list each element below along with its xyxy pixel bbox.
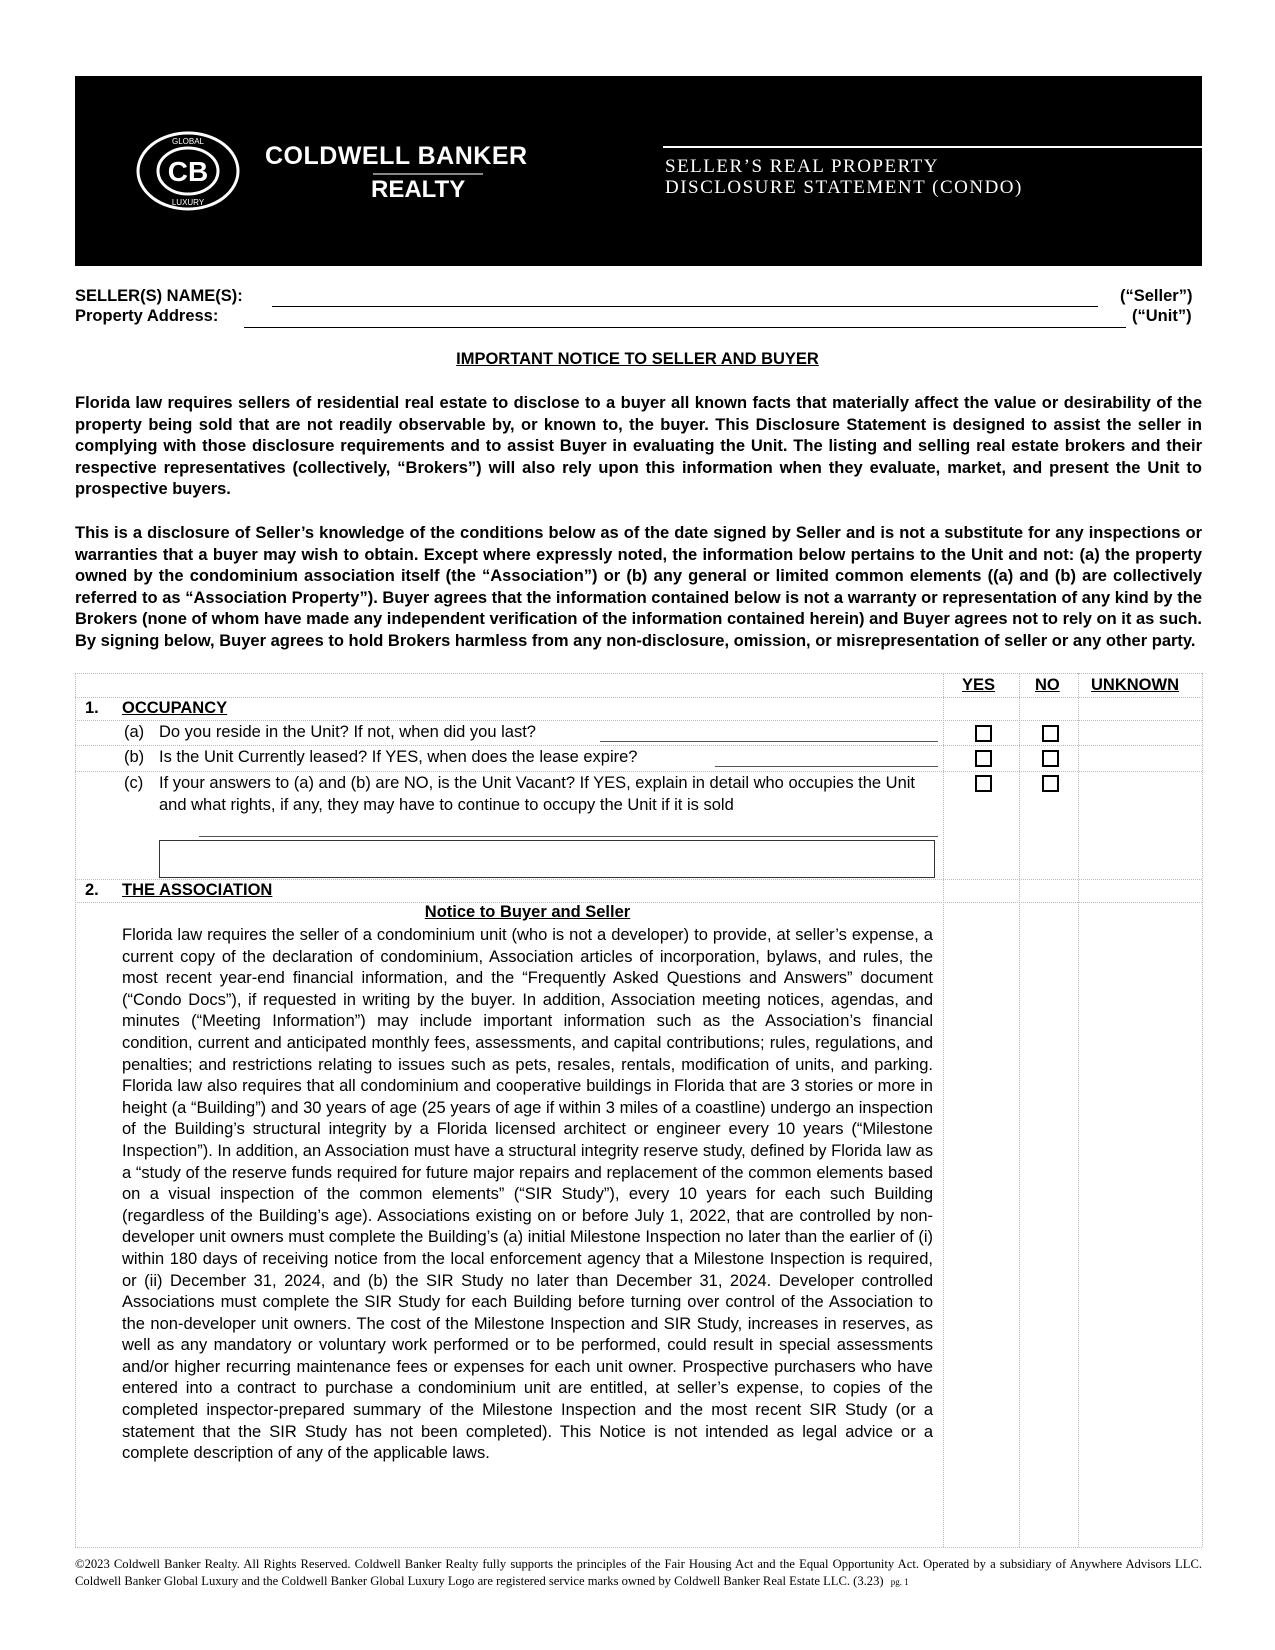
question-label-c: (c) xyxy=(124,774,144,792)
seller-suffix: (“Seller”) xyxy=(1120,287,1193,305)
svg-text:LUXURY: LUXURY xyxy=(171,198,205,207)
question-b-text: Is the Unit Currently leased? If YES, when does the lease expire? xyxy=(159,748,638,766)
notice-title: IMPORTANT NOTICE TO SELLER AND BUYER xyxy=(456,350,819,368)
document-title-line2: DISCLOSURE STATEMENT (CONDO) xyxy=(665,177,1023,198)
brand-subname: REALTY xyxy=(371,176,466,203)
document-title-line1: SELLER’S REAL PROPERTY xyxy=(665,156,939,177)
property-address-label: Property Address: xyxy=(75,307,219,325)
coldwell-banker-global-luxury-logo xyxy=(135,131,241,211)
question-b-yes-checkbox[interactable] xyxy=(975,750,992,767)
intro-paragraph: Florida law requires sellers of residential real estate to disclose to a buyer all known facts that materially affect the value or desirability of the property being sold that are not readily observable by, or known to, the buyer. This Disclosure Statement is designed to assist the seller in complying with those disclosure requirements and to assist Buyer in evaluating the Unit. The listing and selling real estate brokers and their respective representatives (collectively, “Brokers”) will also rely upon this information when they evaluate, market, and present the Unit to prospective buyers. xyxy=(75,394,1202,499)
notice-heading: Notice to Buyer and Seller xyxy=(424,903,631,921)
question-a-text: Do you reside in the Unit? If not, when did you last? xyxy=(159,723,536,741)
brand-name: COLDWELL BANKER xyxy=(265,142,528,170)
question-c-yes-checkbox[interactable] xyxy=(975,775,992,792)
column-header-unknown: UNKNOWN xyxy=(1091,676,1179,694)
svg-text:GLOBAL: GLOBAL xyxy=(171,137,205,146)
section-number: 2. xyxy=(85,881,99,899)
header-banner xyxy=(75,76,1202,266)
last-resided-field[interactable] xyxy=(600,741,938,742)
brand-divider xyxy=(373,173,483,175)
lease-expire-field[interactable] xyxy=(715,766,938,767)
vacant-explanation-line[interactable] xyxy=(199,836,938,837)
footer xyxy=(75,1556,1202,1591)
question-c-no-checkbox[interactable] xyxy=(1042,775,1059,792)
page-number: pg. 1 xyxy=(890,1577,909,1587)
question-c-text: If your answers to (a) and (b) are NO, is the Unit Vacant? If YES, explain in detail who occupies the Unit and what rights, if any, they may have to continue to occupy the Unit if it is sold xyxy=(159,774,916,814)
section-number: 1. xyxy=(85,699,99,717)
address-suffix: (“Unit”) xyxy=(1132,307,1192,325)
question-label-a: (a) xyxy=(124,723,145,741)
question-b-no-checkbox[interactable] xyxy=(1042,750,1059,767)
section-title-occupancy: OCCUPANCY xyxy=(122,699,228,717)
footer-copyright: ©2023 Coldwell Banker Realty. All Rights Reserved. Coldwell Banker Realty fully supports the principles of the Fair Housing Act and the Equal Opportunity Act. Operated by a subsidiary of Anywhere Advisors LLC. Coldwell Banker Global Luxury and the Coldwell Banker Global Luxury Logo are registered service marks owned by Coldwell Banker Real Estate LLC. (3.23) xyxy=(75,1557,1202,1588)
vacant-explanation-box[interactable] xyxy=(159,840,935,878)
seller-name-field[interactable] xyxy=(272,288,1098,307)
question-a-yes-checkbox[interactable] xyxy=(975,725,992,742)
question-label-b: (b) xyxy=(124,748,145,766)
disclosure-paragraph: This is a disclosure of Seller’s knowledge of the conditions below as of the date signed by Seller and is not a substitute for any inspections or warranties that a buyer may wish to obtain. Except where expressly noted, the information below pertains to the Unit and not: (a) the property owned by the condominium association itself (the “Association”) or (b) any general or limited common elements ((a) and (b) are collectively referred to as “Association Property”). Buyer agrees that the information contained below is not a warranty or representation of any kind by the Brokers (none of whom have made any independent verification of the information contained herein) and Buyer agrees not to rely on it as such. By signing below, Buyer agrees to hold Brokers harmless from any non-disclosure, omission, or misrepresentation of seller or any other party. xyxy=(75,524,1202,650)
section-title-association: THE ASSOCIATION xyxy=(122,881,273,899)
question-a-no-checkbox[interactable] xyxy=(1042,725,1059,742)
association-notice-text: Florida law requires the seller of a condominium unit (who is not a developer) to provide, at seller’s expense, a current copy of the declaration of condominium, Association articles of incorporation, bylaws, and rules, the most recent year-end financial information, and the “Frequently Asked Questions and Answers” document (“Condo Docs”), if requested in writing by the buyer. In addition, Association meeting notices, agendas, and minutes (“Meeting Information”) may include important information such as the Association’s financial condition, current and anticipated monthly fees, assessments, and capital contributions; rules, regulations, and penalties; and restrictions relating to issues such as pets, resales, rentals, modification of units, and parking. Florida law also requires that all condominium and cooperative buildings in Florida that are 3 stories or more in height (a “Building”) and 30 years of age (25 years of age if within 3 miles of a coastline) undergo an inspection of the Building’s structural integrity by a Florida licensed architect or engineer every 10 years (“Milestone Inspection”). In addition, an Association must have a structural integrity reserve study, defined by Florida law as a “study of the reserve funds required for future major repairs and replacement of the common elements based on a visual inspection of the common elements” (“SIR Study”), every 10 years for each such Building (regardless of the Building’s age). Associations existing on or before July 1, 2022, that are controlled by non-developer unit owners must complete the Building’s (a) initial Milestone Inspection no later than the earlier of (i) within 180 days of receiving notice from the local enforcement agency that a Milestone Inspection is required, or (ii) December 31, 2024, and (b) the SIR Study no later than December 31, 2024. Developer controlled Associations must complete the SIR Study for each Building before turning over control of the Association to the non-developer unit owners. The cost of the Milestone Inspection and SIR Study, increases in reserves, as well as any mandatory or voluntary work performed or to be performed, could result in special assessments and/or higher recurring maintenance fees or expenses for each unit owner. Prospective purchasers who have entered into a contract to purchase a condominium unit are entitled, at seller’s expense, to copies of the completed inspector-prepared summary of the Milestone Inspection and the most recent SIR Study (or a statement that the SIR Study has not been completed). This Notice is not intended as legal advice or a complete description of any of the applicable laws. xyxy=(122,926,933,1463)
column-header-yes: YES xyxy=(962,676,996,694)
column-header-no: NO xyxy=(1035,676,1060,694)
property-address-field[interactable] xyxy=(244,309,1126,328)
seller-name-label: SELLER(S) NAME(S): xyxy=(75,287,243,305)
svg-text:CB: CB xyxy=(167,156,209,187)
title-rule xyxy=(663,146,1202,148)
